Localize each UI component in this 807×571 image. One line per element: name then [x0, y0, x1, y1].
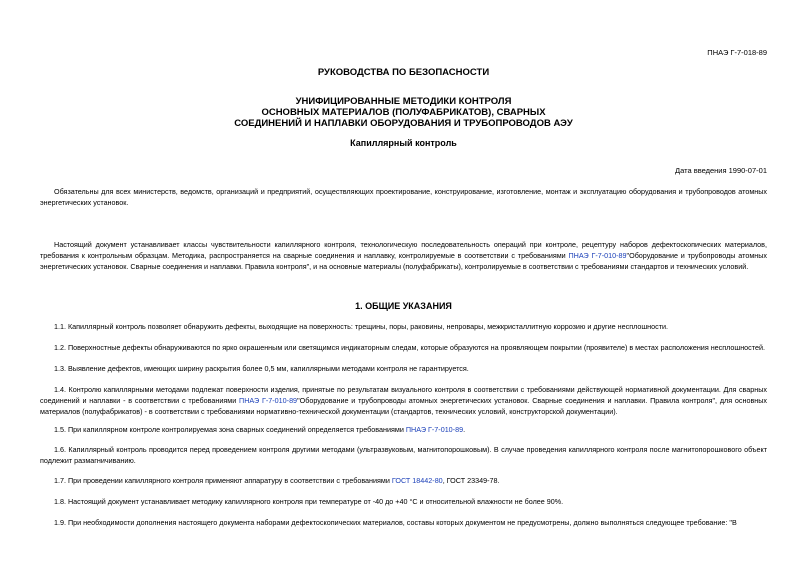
item-text: .: [463, 425, 466, 434]
item-1-1: [40, 321, 767, 332]
item-1-6: [40, 444, 767, 466]
scope-text-before: Настоящий документ устанавливает классы чувствительности капиллярного контроля, технологическую последовательность операций при контроле, рецептуру наборов дефектоскопических материалов, требования к контрольным образцам. Методика, распространяется на сварные соединения и наплавку, контролируемые в соответствии с требованиями: [40, 240, 767, 260]
title-line: СОЕДИНЕНИЙ И НАПЛАВКИ ОБОРУДОВАНИЯ И ТРУБОПРОВОДОВ АЭУ: [234, 118, 573, 129]
item-text: 1.6. Капиллярный контроль проводится перед проведением контроля другими методами (ультразвуковым, магнитопорошковым). В случае проведения капиллярного контроля после магнитопорошкового объект подлежит размагничиванию.: [40, 445, 767, 465]
intro-text: Обязательны для всех министерств, ведомств, организаций и предприятий, осуществляющих проектирование, конструирование, изготовление, монтаж и эксплуатацию оборудования и трубопроводов атомных энергетических установок.: [40, 187, 767, 207]
item-1-8: [40, 496, 767, 507]
introduction-date: Дата введения 1990-07-01: [675, 166, 767, 175]
item-text: 1.4. Контролю капиллярными методами подлежат поверхности изделия, принятые по результатам визуального контроля в соответствии с требованиями действующей нормативной документации. Для сварных соединений и наплавки - в соответствии с требованиями: [40, 385, 767, 405]
item-text: 1.8. Настоящий документ устанавливает методику капиллярного контроля при температуре от -40 до +40 °С и относительной влажности не более 90%.: [54, 497, 564, 506]
scope-text-after: "Оборудование и трубопроводы атомных энергетических установок. Сварные соединения и наплавки. Правила контроля", и на основные материалы (полуфабрикаты), контролируемые в соответствии с требованиями стандартов и технических условий.: [40, 251, 767, 271]
intro-paragraph: [40, 186, 767, 208]
pnae-link[interactable]: ПНАЭ Г-7-010-89: [405, 425, 464, 434]
title-line: ОСНОВНЫХ МАТЕРИАЛОВ (ПОЛУФАБРИКАТОВ), СВАРНЫХ: [261, 107, 546, 118]
item-text: 1.5. При капиллярном контроле контролируемая зона сварных соединений определяется требованиями: [54, 425, 406, 434]
item-text: 1.9. При необходимости дополнения настоящего документа наборами дефектоскопических материалов, составы которых документом не предусмотрены, должно выполняться следующее требование: "В: [54, 518, 737, 527]
gost-link[interactable]: ГОСТ 18442-80: [391, 476, 443, 485]
item-1-9: [40, 517, 767, 528]
item-text: 1.1. Капиллярный контроль позволяет обнаружить дефекты, выходящие на поверхность: трещины, поры, раковины, непровары, межкристаллитную коррозию и другие несплошности.: [54, 322, 669, 331]
item-1-2: [40, 342, 767, 353]
document-title: [0, 96, 807, 129]
item-text: , ГОСТ 23349-78.: [442, 476, 500, 485]
title-line: УНИФИЦИРОВАННЫЕ МЕТОДИКИ КОНТРОЛЯ: [295, 96, 512, 107]
scope-paragraph: [40, 239, 767, 272]
item-1-4: [40, 384, 767, 417]
pnae-link[interactable]: ПНАЭ Г-7-010-89: [239, 396, 298, 405]
item-1-7: [40, 475, 767, 486]
pnae-link[interactable]: ПНАЭ Г-7-010-89: [568, 251, 627, 260]
document-code: ПНАЭ Г-7-018-89: [707, 48, 767, 57]
item-text: 1.7. При проведении капиллярного контроля применяют аппаратуру в соответствии с требованиями: [54, 476, 392, 485]
document-subtitle: Капиллярный контроль: [350, 138, 457, 148]
document-series-title: РУКОВОДСТВА ПО БЕЗОПАСНОСТИ: [317, 67, 490, 78]
item-1-3: [40, 363, 767, 374]
section-heading: 1. ОБЩИЕ УКАЗАНИЯ: [355, 301, 452, 311]
item-text: "Оборудование и трубопроводы атомных энергетических установок. Сварные соединения и наплавки. Правила контроля", для основных материалов (полуфабрикатов) - в соответствии с требованиями нормативно-технической документации (стандартов, технических условий, конструкторской документации).: [40, 396, 767, 416]
item-text: 1.2. Поверхностные дефекты обнаруживаются по ярко окрашенным или светящимся индикаторным следам, которые образуются на проявляющем покрытии (проявителе) в местах расположения несплошностей.: [54, 343, 765, 352]
item-1-5: [40, 424, 767, 435]
item-text: 1.3. Выявление дефектов, имеющих ширину раскрытия более 0,5 мм, капиллярными методами контроля не гарантируется.: [54, 364, 469, 373]
